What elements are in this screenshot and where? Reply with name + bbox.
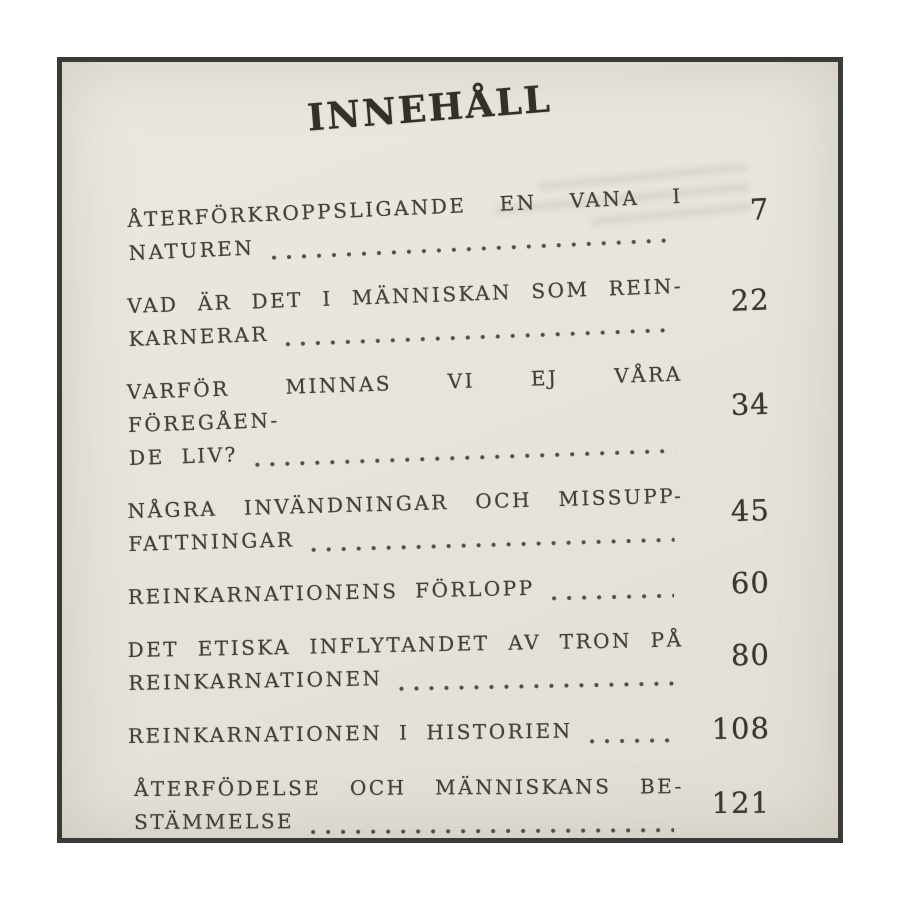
- dot-leader: [399, 680, 675, 692]
- page-number: 34: [730, 386, 771, 422]
- toc-entry-line1: REINKARNATIONEN I HISTORIEN: [127, 718, 573, 748]
- toc-entry-line2: NATUREN: [128, 235, 255, 265]
- dot-leader: [551, 592, 674, 602]
- dot-leader: [285, 326, 675, 347]
- toc-entry: [127, 266, 771, 355]
- toc-entry-line2: KARNERAR: [128, 321, 270, 351]
- toc-entry-line2: DE LIV?: [128, 442, 239, 470]
- toc-entry: [127, 477, 771, 561]
- toc-entry-line1: NÅGRA INVÄNDNINGAR OCH MISSUPP-: [127, 483, 684, 524]
- toc-list: [126, 183, 771, 839]
- page-number: 80: [730, 637, 771, 672]
- page-number: 121: [711, 785, 771, 820]
- toc-entry-text: [134, 770, 684, 839]
- toc-entry-line1: ÅTERFÖDELSE OCH MÄNNISKANS BE-: [133, 774, 684, 801]
- toc-entry: [127, 622, 770, 700]
- toc-entry-text: [128, 713, 684, 753]
- dot-leader: [271, 236, 675, 261]
- dot-leader: [254, 447, 675, 468]
- toc-entry-line1: DET ETISKA INFLYTANDET AV TRON PÅ: [127, 627, 684, 663]
- toc-entry: [128, 770, 770, 839]
- toc-entry-text: [127, 270, 685, 356]
- toc-entry-line1: REINKARNATIONENS FÖRLOPP: [127, 575, 535, 609]
- dot-leader: [310, 536, 674, 553]
- page-frame-border: [57, 57, 843, 843]
- toc-entry: [126, 355, 771, 475]
- toc-entry: [127, 176, 771, 270]
- toc-entry-line2: REINKARNATIONEN: [128, 666, 383, 695]
- book-page: [62, 62, 838, 838]
- toc-entry-line2: FATTNINGAR: [128, 527, 295, 556]
- toc-title: INNEHÅLL: [305, 76, 553, 140]
- toc-entry-text: [128, 568, 685, 614]
- toc-entry-line1: VARFÖR MINNAS VI EJ VÅRA FÖREGÅEN-: [126, 361, 683, 437]
- toc-entry: [128, 712, 770, 753]
- dot-leader: [310, 826, 674, 835]
- toc-entry-text: [127, 623, 684, 700]
- toc-entry-line1: VAD ÄR DET I MÄNNISKAN SOM REIN-: [126, 273, 684, 319]
- toc-entry-line1: ÅTERFÖRKROPPSLIGANDE EN VANA I: [126, 183, 684, 233]
- toc-entry-text: [127, 180, 685, 270]
- dot-leader: [589, 736, 674, 744]
- page-number: 45: [730, 492, 771, 528]
- toc-entry-text: [127, 479, 685, 560]
- toc-entry-line2: STÄMMELSE: [134, 809, 295, 834]
- page-number: 7: [749, 191, 771, 227]
- page-number: 22: [730, 281, 771, 318]
- toc-entry-text: [126, 358, 685, 475]
- page-number: 108: [711, 711, 771, 746]
- toc-entry: [128, 566, 771, 614]
- page-number: 60: [730, 565, 771, 601]
